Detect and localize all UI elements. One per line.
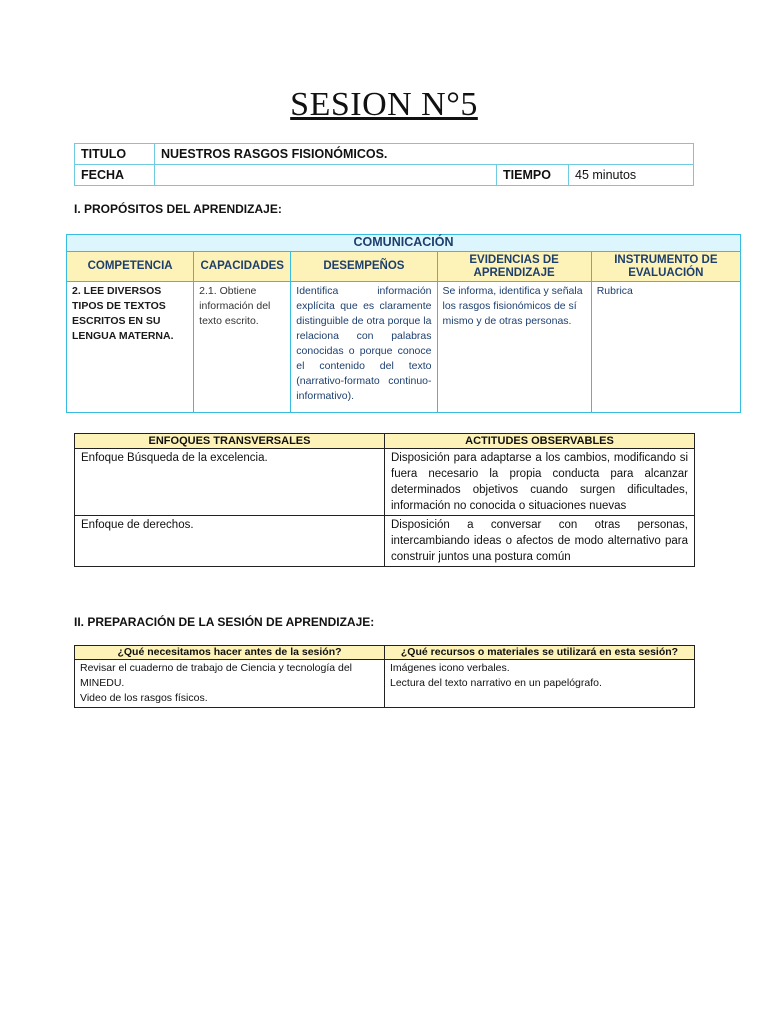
header-competencia: COMPETENCIA — [67, 252, 194, 282]
header-evidencias: EVIDENCIAS DE APRENDIZAJE — [437, 252, 591, 282]
actitud-cell: Disposición a conversar con otras personas, intercambiando ideas o afectos de modo alternativo para construir juntos una postura común — [385, 516, 695, 567]
header-antes: ¿Qué necesitamos hacer antes de la sesión? — [75, 646, 385, 660]
page-title: SESION N°5 — [290, 86, 478, 123]
antes-item: Revisar el cuaderno de trabajo de Ciencia y tecnología del MINEDU. — [80, 662, 353, 689]
preparacion-table — [74, 645, 695, 708]
actitud-cell: Disposición para adaptarse a los cambios, modificando si fuera necesario la propia conducta para alcanzar determinados objetivos cuando surgen dificultades, información no conocida o situaciones nuevas — [385, 449, 695, 516]
tiempo-label: TIEMPO — [497, 165, 569, 186]
enfoque-cell: Enfoque de derechos. — [75, 516, 385, 567]
section-heading-preparacion: II. PREPARACIÓN DE LA SESIÓN DE APRENDIZAJE: — [74, 615, 375, 629]
enfoque-cell: Enfoque Búsqueda de la excelencia. — [75, 449, 385, 516]
antes-item: Video de los rasgos físicos. — [80, 692, 208, 704]
header-actitudes: ACTITUDES OBSERVABLES — [385, 434, 695, 449]
titulo-label: TITULO — [75, 144, 155, 165]
header-instrumento: INSTRUMENTO DE EVALUACIÓN — [591, 252, 740, 282]
area-header: COMUNICACIÓN — [67, 235, 741, 252]
recursos-item: Lectura del texto narrativo en un papelógrafo. — [390, 677, 602, 689]
header-desempenos: DESEMPEÑOS — [291, 252, 437, 282]
fecha-label: FECHA — [75, 165, 155, 186]
capacidades-cell: 2.1. Obtiene información del texto escrito. — [194, 282, 291, 413]
session-info-table — [74, 143, 694, 186]
header-capacidades: CAPACIDADES — [194, 252, 291, 282]
competencia-cell: 2. LEE DIVERSOS TIPOS DE TEXTOS ESCRITOS EN SU LENGUA MATERNA. — [67, 282, 194, 413]
comunicacion-table — [66, 234, 741, 413]
header-recursos: ¿Qué recursos o materiales se utilizará en esta sesión? — [385, 646, 695, 660]
enfoques-table — [74, 433, 695, 567]
fecha-value — [155, 165, 497, 186]
titulo-value: NUESTROS RASGOS FISIONÓMICOS. — [155, 144, 694, 165]
evidencias-cell: Se informa, identifica y señala los rasgos fisionómicos de sí mismo y de otras personas. — [437, 282, 591, 413]
recursos-item: Imágenes icono verbales. — [390, 662, 510, 674]
instrumento-cell: Rubrica — [591, 282, 740, 413]
desempenos-cell: Identifica información explícita que es claramente distinguible de otra porque la relaciona con palabras conocidas o porque conoce el contenido del texto (narrativo-formato continuo-informativo). — [291, 282, 437, 413]
section-heading-propositos: I. PROPÓSITOS DEL APRENDIZAJE: — [74, 202, 282, 216]
tiempo-value: 45 minutos — [569, 165, 694, 186]
recursos-cell — [385, 660, 695, 708]
header-enfoques: ENFOQUES TRANSVERSALES — [75, 434, 385, 449]
antes-cell — [75, 660, 385, 708]
